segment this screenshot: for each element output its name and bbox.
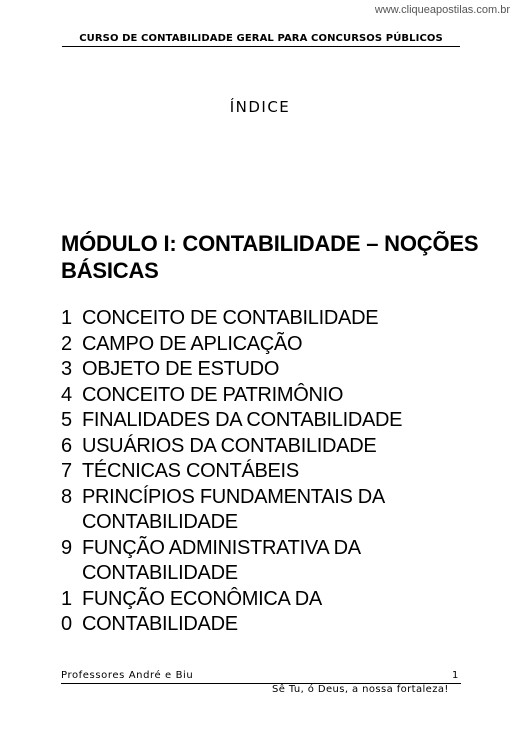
toc-item-number: 1 0: [61, 587, 72, 635]
toc-item-label: FUNÇÃO ADMINISTRATIVA DA CONTABILIDADE: [82, 536, 361, 584]
toc-item: [61, 485, 481, 536]
toc-item: [61, 306, 481, 332]
toc-item-number: 9: [61, 536, 72, 559]
index-title: ÍNDICE: [229, 98, 291, 116]
toc-item-label: USUÁRIOS DA CONTABILIDADE: [82, 434, 377, 457]
toc-item: [61, 332, 481, 358]
module-title: MÓDULO I: CONTABILIDADE – NOÇÕES BÁSICAS: [61, 231, 479, 283]
toc-item-number: 1: [61, 307, 72, 329]
toc-item-number: 6: [61, 434, 72, 457]
watermark-url: www.cliqueapostilas.com.br: [374, 4, 510, 16]
toc-item-label: FUNÇÃO ECONÔMICA DA CONTABILIDADE: [82, 587, 322, 635]
toc-item: [61, 459, 481, 485]
toc-item-label: OBJETO DE ESTUDO: [82, 358, 280, 380]
toc-item-label: PRINCÍPIOS FUNDAMENTAIS DA CONTABILIDADE: [82, 485, 385, 533]
toc-item-number: 3: [61, 358, 72, 380]
toc-item-label: CAMPO DE APLICAÇÃO: [82, 332, 303, 355]
toc-item: [61, 357, 481, 383]
toc-item: [61, 536, 481, 587]
page-number: 1: [452, 670, 459, 681]
toc-item: [61, 434, 481, 460]
toc-item-label: TÉCNICAS CONTÁBEIS: [82, 460, 299, 482]
footer-bar: [61, 670, 461, 684]
toc-item-label: FINALIDADES DA CONTABILIDADE: [82, 409, 403, 431]
toc-item-label: CONCEITO DE CONTABILIDADE: [82, 307, 379, 329]
table-of-contents: [61, 306, 481, 638]
toc-item-number: 4: [61, 383, 72, 406]
toc-item: [61, 587, 481, 638]
footer-author: Professores André e Biu: [61, 670, 194, 681]
running-header: CURSO DE CONTABILIDADE GERAL PARA CONCURSOS PÚBLICOS: [62, 33, 460, 47]
toc-item-number: 8: [61, 485, 72, 508]
toc-item-label: CONCEITO DE PATRIMÔNIO: [82, 383, 344, 406]
footer-motto: Sê Tu, ó Deus, a nossa fortaleza!: [272, 684, 449, 695]
toc-item-number: 2: [61, 332, 72, 355]
toc-item: [61, 408, 481, 434]
toc-item-number: 7: [61, 460, 72, 482]
toc-item: [61, 383, 481, 409]
toc-item-number: 5: [61, 409, 72, 431]
